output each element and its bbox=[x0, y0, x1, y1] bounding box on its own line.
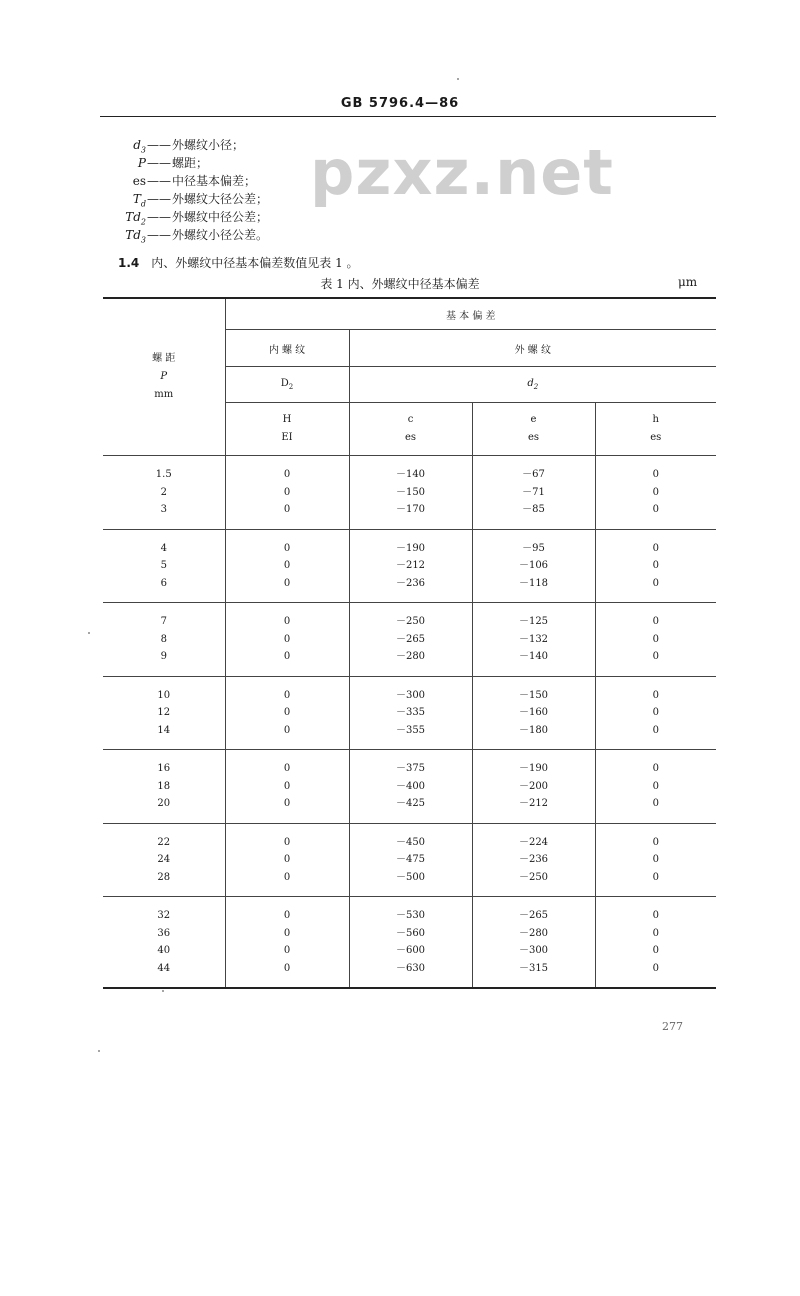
table-row bbox=[103, 869, 716, 887]
spacer-cell bbox=[103, 519, 225, 530]
h-es-cell: 0 bbox=[595, 778, 716, 796]
h-es-cell: 0 bbox=[595, 760, 716, 778]
spacer-cell bbox=[225, 456, 349, 467]
spacer-cell bbox=[472, 603, 595, 614]
c-es-cell: －212 bbox=[349, 557, 472, 575]
pitch-cell: 12 bbox=[157, 707, 171, 718]
pitch-cell: 16 bbox=[157, 763, 171, 774]
h-es-cell: 0 bbox=[595, 575, 716, 593]
table-row bbox=[103, 942, 716, 960]
spacer-cell bbox=[103, 977, 225, 988]
definition-dash: —— bbox=[147, 174, 171, 188]
H-EI-cell: 0 bbox=[225, 648, 349, 666]
definition-item bbox=[100, 172, 268, 190]
definitions-list bbox=[100, 136, 268, 244]
spacer-cell bbox=[103, 897, 225, 908]
e-es-cell: －265 bbox=[472, 907, 595, 925]
spacer-cell bbox=[472, 750, 595, 761]
H-EI-cell: 0 bbox=[225, 704, 349, 722]
spacer-cell bbox=[103, 529, 225, 540]
spacer-cell bbox=[225, 529, 349, 540]
e-es-cell: －280 bbox=[472, 925, 595, 943]
spacer-cell bbox=[103, 739, 225, 750]
H-EI-header bbox=[225, 403, 349, 456]
table-row bbox=[103, 925, 716, 943]
clause-text: 内、外螺纹中径基本偏差数值见表 1 。 bbox=[151, 256, 359, 270]
H-EI-cell: 0 bbox=[225, 960, 349, 978]
pitch-cell: 28 bbox=[157, 871, 171, 883]
d2-header: $d_2$ bbox=[349, 367, 716, 403]
group-spacer bbox=[103, 529, 716, 540]
H-EI-cell: 0 bbox=[225, 834, 349, 852]
spacer-cell bbox=[225, 666, 349, 677]
definition-item bbox=[100, 190, 268, 208]
c-es-cell: －300 bbox=[349, 687, 472, 705]
c-es-cell: －375 bbox=[349, 760, 472, 778]
h-es-cell: 0 bbox=[595, 631, 716, 649]
definition-item bbox=[100, 154, 268, 172]
spacer-cell bbox=[225, 813, 349, 824]
table-unit: μm bbox=[678, 275, 698, 289]
H-EI-cell: 0 bbox=[225, 869, 349, 887]
basic-deviation-header: 基 本 偏 差 bbox=[225, 298, 716, 330]
c-es-cell: －265 bbox=[349, 631, 472, 649]
c-label: c bbox=[407, 414, 414, 425]
e-es-cell: －140 bbox=[472, 648, 595, 666]
definition-text: 中径基本偏差； bbox=[172, 174, 257, 188]
pitch-cell: 7 bbox=[160, 616, 167, 627]
h-es-cell: 0 bbox=[595, 722, 716, 740]
pitch-header-label: 螺 距 bbox=[152, 353, 176, 364]
spacer-cell bbox=[349, 813, 472, 824]
spacer-cell bbox=[595, 603, 716, 614]
e-es-cell: －300 bbox=[472, 942, 595, 960]
h-es-cell: 0 bbox=[595, 907, 716, 925]
pitch-cell: 14 bbox=[157, 724, 171, 736]
spacer-cell bbox=[472, 813, 595, 824]
spacer-cell bbox=[595, 529, 716, 540]
spacer-cell bbox=[349, 897, 472, 908]
spacer-cell bbox=[103, 603, 225, 614]
spacer-cell bbox=[595, 886, 716, 897]
e-label: e bbox=[530, 414, 537, 425]
definition-symbol: $Td_3$ bbox=[125, 228, 146, 245]
es-label: es bbox=[650, 432, 662, 443]
c-es-cell: －140 bbox=[349, 466, 472, 484]
spacer-cell bbox=[349, 519, 472, 530]
definition-text: 外螺纹小径公差。 bbox=[172, 228, 269, 242]
spacer-cell bbox=[103, 666, 225, 677]
H-EI-cell: 0 bbox=[225, 722, 349, 740]
table-row bbox=[103, 722, 716, 740]
spacer-cell bbox=[472, 739, 595, 750]
c-es-cell: －236 bbox=[349, 575, 472, 593]
definition-dash: —— bbox=[147, 210, 171, 224]
pitch-cell: 40 bbox=[157, 945, 171, 956]
c-es-cell: －400 bbox=[349, 778, 472, 796]
e-es-cell: －85 bbox=[472, 501, 595, 519]
table-row bbox=[103, 501, 716, 519]
H-EI-cell: 0 bbox=[225, 795, 349, 813]
spacer-cell bbox=[349, 823, 472, 834]
H-EI-cell: 0 bbox=[225, 613, 349, 631]
pitch-cell: 6 bbox=[160, 577, 167, 589]
spacer-cell bbox=[595, 456, 716, 467]
spacer-cell bbox=[225, 897, 349, 908]
table-row bbox=[103, 795, 716, 813]
spacer-cell bbox=[225, 519, 349, 530]
e-es-cell: －250 bbox=[472, 869, 595, 887]
definition-dash: —— bbox=[147, 138, 171, 152]
table-row bbox=[103, 648, 716, 666]
es-label: es bbox=[404, 432, 417, 443]
definition-symbol: $T_d$ bbox=[132, 192, 146, 209]
H-EI-cell: 0 bbox=[225, 466, 349, 484]
h-es-cell: 0 bbox=[595, 925, 716, 943]
scan-speck bbox=[98, 1050, 100, 1052]
spacer-cell bbox=[225, 603, 349, 614]
definition-text: 外螺纹小径； bbox=[172, 138, 245, 152]
definition-symbol: es bbox=[132, 174, 146, 188]
definition-dash: —— bbox=[147, 156, 171, 170]
deviation-table bbox=[103, 297, 716, 989]
H-EI-cell: 0 bbox=[225, 778, 349, 796]
spacer-cell bbox=[472, 897, 595, 908]
spacer-cell bbox=[595, 592, 716, 603]
spacer-cell bbox=[349, 603, 472, 614]
e-es-cell: －236 bbox=[472, 851, 595, 869]
spacer-cell bbox=[225, 886, 349, 897]
e-es-cell: －190 bbox=[472, 760, 595, 778]
pitch-cell: 36 bbox=[157, 927, 171, 939]
e-es-cell: －132 bbox=[472, 631, 595, 649]
table-row bbox=[103, 778, 716, 796]
spacer-cell bbox=[225, 676, 349, 687]
spacer-cell bbox=[472, 666, 595, 677]
group-spacer bbox=[103, 750, 716, 761]
table-row bbox=[103, 631, 716, 649]
h-es-cell: 0 bbox=[595, 540, 716, 558]
clause-number: 1.4 bbox=[118, 256, 140, 270]
h-label: h bbox=[652, 414, 659, 425]
table-row bbox=[103, 613, 716, 631]
header-rule bbox=[100, 116, 716, 117]
e-es-cell: －160 bbox=[472, 704, 595, 722]
spacer-cell bbox=[595, 977, 716, 988]
c-es-cell: －425 bbox=[349, 795, 472, 813]
table-row bbox=[103, 760, 716, 778]
pitch-cell: 5 bbox=[160, 560, 167, 571]
h-es-cell: 0 bbox=[595, 466, 716, 484]
h-es-cell: 0 bbox=[595, 795, 716, 813]
spacer-cell bbox=[103, 886, 225, 897]
group-spacer bbox=[103, 813, 716, 824]
pitch-cell: 3 bbox=[160, 504, 167, 515]
table-row bbox=[103, 466, 716, 484]
e-es-cell: －212 bbox=[472, 795, 595, 813]
h-es-cell: 0 bbox=[595, 704, 716, 722]
c-es-cell: －530 bbox=[349, 907, 472, 925]
e-es-cell: －150 bbox=[472, 687, 595, 705]
spacer-cell bbox=[225, 750, 349, 761]
e-es-cell: －67 bbox=[472, 466, 595, 484]
spacer-cell bbox=[595, 750, 716, 761]
c-es-header bbox=[349, 403, 472, 456]
definition-dash: —— bbox=[147, 192, 171, 206]
pitch-cell: 22 bbox=[157, 836, 171, 848]
spacer-cell bbox=[225, 977, 349, 988]
h-es-cell: 0 bbox=[595, 648, 716, 666]
table-row bbox=[103, 960, 716, 978]
c-es-cell: －250 bbox=[349, 613, 472, 631]
group-spacer bbox=[103, 592, 716, 603]
table-body bbox=[103, 456, 716, 989]
pitch-header-unit: mm bbox=[154, 389, 174, 400]
pitch-cell: 4 bbox=[160, 542, 167, 554]
scan-speck bbox=[88, 632, 90, 634]
spacer-cell bbox=[103, 813, 225, 824]
document-header-code: GB 5796.4—86 bbox=[340, 96, 460, 111]
H-EI-cell: 0 bbox=[225, 687, 349, 705]
H-EI-cell: 0 bbox=[225, 501, 349, 519]
spacer-cell bbox=[472, 676, 595, 687]
spacer-cell bbox=[349, 529, 472, 540]
definition-dash: —— bbox=[147, 228, 171, 242]
H-EI-cell: 0 bbox=[225, 907, 349, 925]
e-es-cell: －125 bbox=[472, 613, 595, 631]
c-es-cell: －190 bbox=[349, 540, 472, 558]
definition-item bbox=[100, 208, 268, 226]
spacer-cell bbox=[472, 977, 595, 988]
pitch-cell: 1.5 bbox=[155, 469, 172, 480]
page-number: 277 bbox=[662, 1020, 683, 1033]
pitch-cell: 18 bbox=[157, 780, 171, 792]
spacer-cell bbox=[595, 676, 716, 687]
table-row bbox=[103, 484, 716, 502]
pitch-cell: 24 bbox=[157, 854, 171, 865]
spacer-cell bbox=[103, 592, 225, 603]
group-spacer bbox=[103, 603, 716, 614]
pitch-header bbox=[103, 298, 225, 456]
H-EI-cell: 0 bbox=[225, 540, 349, 558]
group-spacer bbox=[103, 823, 716, 834]
pitch-header-symbol: P bbox=[160, 371, 168, 382]
c-es-cell: －475 bbox=[349, 851, 472, 869]
es-label: es bbox=[527, 432, 540, 443]
pitch-cell: 10 bbox=[157, 689, 171, 701]
h-es-cell: 0 bbox=[595, 851, 716, 869]
h-es-cell: 0 bbox=[595, 501, 716, 519]
spacer-cell bbox=[595, 897, 716, 908]
definition-symbol: P bbox=[137, 156, 146, 170]
table-row bbox=[103, 704, 716, 722]
spacer-cell bbox=[349, 666, 472, 677]
spacer-cell bbox=[349, 456, 472, 467]
spacer-cell bbox=[472, 456, 595, 467]
table-row bbox=[103, 834, 716, 852]
H-EI-cell: 0 bbox=[225, 557, 349, 575]
spacer-cell bbox=[349, 739, 472, 750]
spacer-cell bbox=[103, 456, 225, 467]
table-row bbox=[103, 540, 716, 558]
h-es-cell: 0 bbox=[595, 613, 716, 631]
e-es-cell: －224 bbox=[472, 834, 595, 852]
spacer-cell bbox=[595, 823, 716, 834]
pitch-cell: 44 bbox=[157, 962, 171, 974]
clause-paragraph bbox=[118, 254, 359, 271]
scan-speck bbox=[162, 990, 164, 992]
table-row bbox=[103, 851, 716, 869]
definition-text: 螺距； bbox=[172, 156, 209, 170]
spacer-cell bbox=[225, 739, 349, 750]
c-es-cell: －600 bbox=[349, 942, 472, 960]
e-es-cell: －95 bbox=[472, 540, 595, 558]
spacer-cell bbox=[103, 750, 225, 761]
H-EI-cell: 0 bbox=[225, 575, 349, 593]
table-row bbox=[103, 557, 716, 575]
e-es-cell: －118 bbox=[472, 575, 595, 593]
h-es-cell: 0 bbox=[595, 687, 716, 705]
group-spacer bbox=[103, 519, 716, 530]
table-caption: 表 1 内、外螺纹中径基本偏差 bbox=[320, 277, 480, 291]
H-EI-cell: 0 bbox=[225, 484, 349, 502]
h-es-cell: 0 bbox=[595, 869, 716, 887]
c-es-cell: －150 bbox=[349, 484, 472, 502]
spacer-cell bbox=[349, 750, 472, 761]
h-es-header bbox=[595, 403, 716, 456]
spacer-cell bbox=[103, 823, 225, 834]
pitch-cell: 9 bbox=[160, 651, 167, 662]
spacer-cell bbox=[349, 676, 472, 687]
c-es-cell: －560 bbox=[349, 925, 472, 943]
group-spacer bbox=[103, 977, 716, 988]
h-es-cell: 0 bbox=[595, 942, 716, 960]
spacer-cell bbox=[595, 739, 716, 750]
pitch-cell: 20 bbox=[157, 798, 171, 809]
definition-item bbox=[100, 136, 268, 154]
group-spacer bbox=[103, 666, 716, 677]
c-es-cell: －450 bbox=[349, 834, 472, 852]
e-es-cell: －180 bbox=[472, 722, 595, 740]
spacer-cell bbox=[349, 977, 472, 988]
spacer-cell bbox=[595, 813, 716, 824]
spacer-cell bbox=[595, 666, 716, 677]
table-row bbox=[103, 687, 716, 705]
c-es-cell: －630 bbox=[349, 960, 472, 978]
spacer-cell bbox=[595, 519, 716, 530]
spacer-cell bbox=[225, 592, 349, 603]
group-spacer bbox=[103, 739, 716, 750]
e-es-cell: －71 bbox=[472, 484, 595, 502]
H-EI-cell: 0 bbox=[225, 925, 349, 943]
spacer-cell bbox=[472, 823, 595, 834]
pitch-cell: 2 bbox=[160, 486, 167, 498]
watermark: pzxz.net bbox=[310, 136, 614, 209]
H-EI-cell: 0 bbox=[225, 760, 349, 778]
pitch-cell: 32 bbox=[157, 910, 171, 921]
external-thread-header: 外 螺 纹 bbox=[349, 330, 716, 367]
spacer-cell bbox=[103, 676, 225, 687]
definition-symbol: $Td_2$ bbox=[125, 210, 146, 227]
group-spacer bbox=[103, 886, 716, 897]
h-es-cell: 0 bbox=[595, 834, 716, 852]
internal-thread-header: 内 螺 纹 bbox=[225, 330, 349, 367]
spacer-cell bbox=[472, 529, 595, 540]
c-es-cell: －170 bbox=[349, 501, 472, 519]
e-es-header bbox=[472, 403, 595, 456]
definition-symbol: $d_3$ bbox=[133, 138, 146, 155]
h-es-cell: 0 bbox=[595, 557, 716, 575]
e-es-cell: －200 bbox=[472, 778, 595, 796]
e-es-cell: －315 bbox=[472, 960, 595, 978]
spacer-cell bbox=[472, 519, 595, 530]
c-es-cell: －500 bbox=[349, 869, 472, 887]
h-es-cell: 0 bbox=[595, 960, 716, 978]
c-es-cell: －335 bbox=[349, 704, 472, 722]
spacer-cell bbox=[472, 886, 595, 897]
spacer-cell bbox=[225, 823, 349, 834]
definition-item bbox=[100, 226, 268, 244]
H-EI-cell: 0 bbox=[225, 851, 349, 869]
c-es-cell: －355 bbox=[349, 722, 472, 740]
h-es-cell: 0 bbox=[595, 484, 716, 502]
EI-label: EI bbox=[281, 432, 293, 443]
table-row bbox=[103, 575, 716, 593]
definition-text: 外螺纹中径公差； bbox=[172, 210, 269, 224]
group-spacer bbox=[103, 897, 716, 908]
group-spacer bbox=[103, 676, 716, 687]
table-row bbox=[103, 907, 716, 925]
spacer-cell bbox=[349, 886, 472, 897]
c-es-cell: －280 bbox=[349, 648, 472, 666]
H-EI-cell: 0 bbox=[225, 942, 349, 960]
pitch-cell: 8 bbox=[160, 633, 167, 645]
D2-header: $D_2$ bbox=[225, 367, 349, 403]
H-label: H bbox=[282, 414, 292, 425]
definition-text: 外螺纹大径公差； bbox=[172, 192, 269, 206]
H-EI-cell: 0 bbox=[225, 631, 349, 649]
group-spacer bbox=[103, 456, 716, 467]
e-es-cell: －106 bbox=[472, 557, 595, 575]
scan-speck bbox=[457, 78, 459, 80]
spacer-cell bbox=[472, 592, 595, 603]
spacer-cell bbox=[349, 592, 472, 603]
